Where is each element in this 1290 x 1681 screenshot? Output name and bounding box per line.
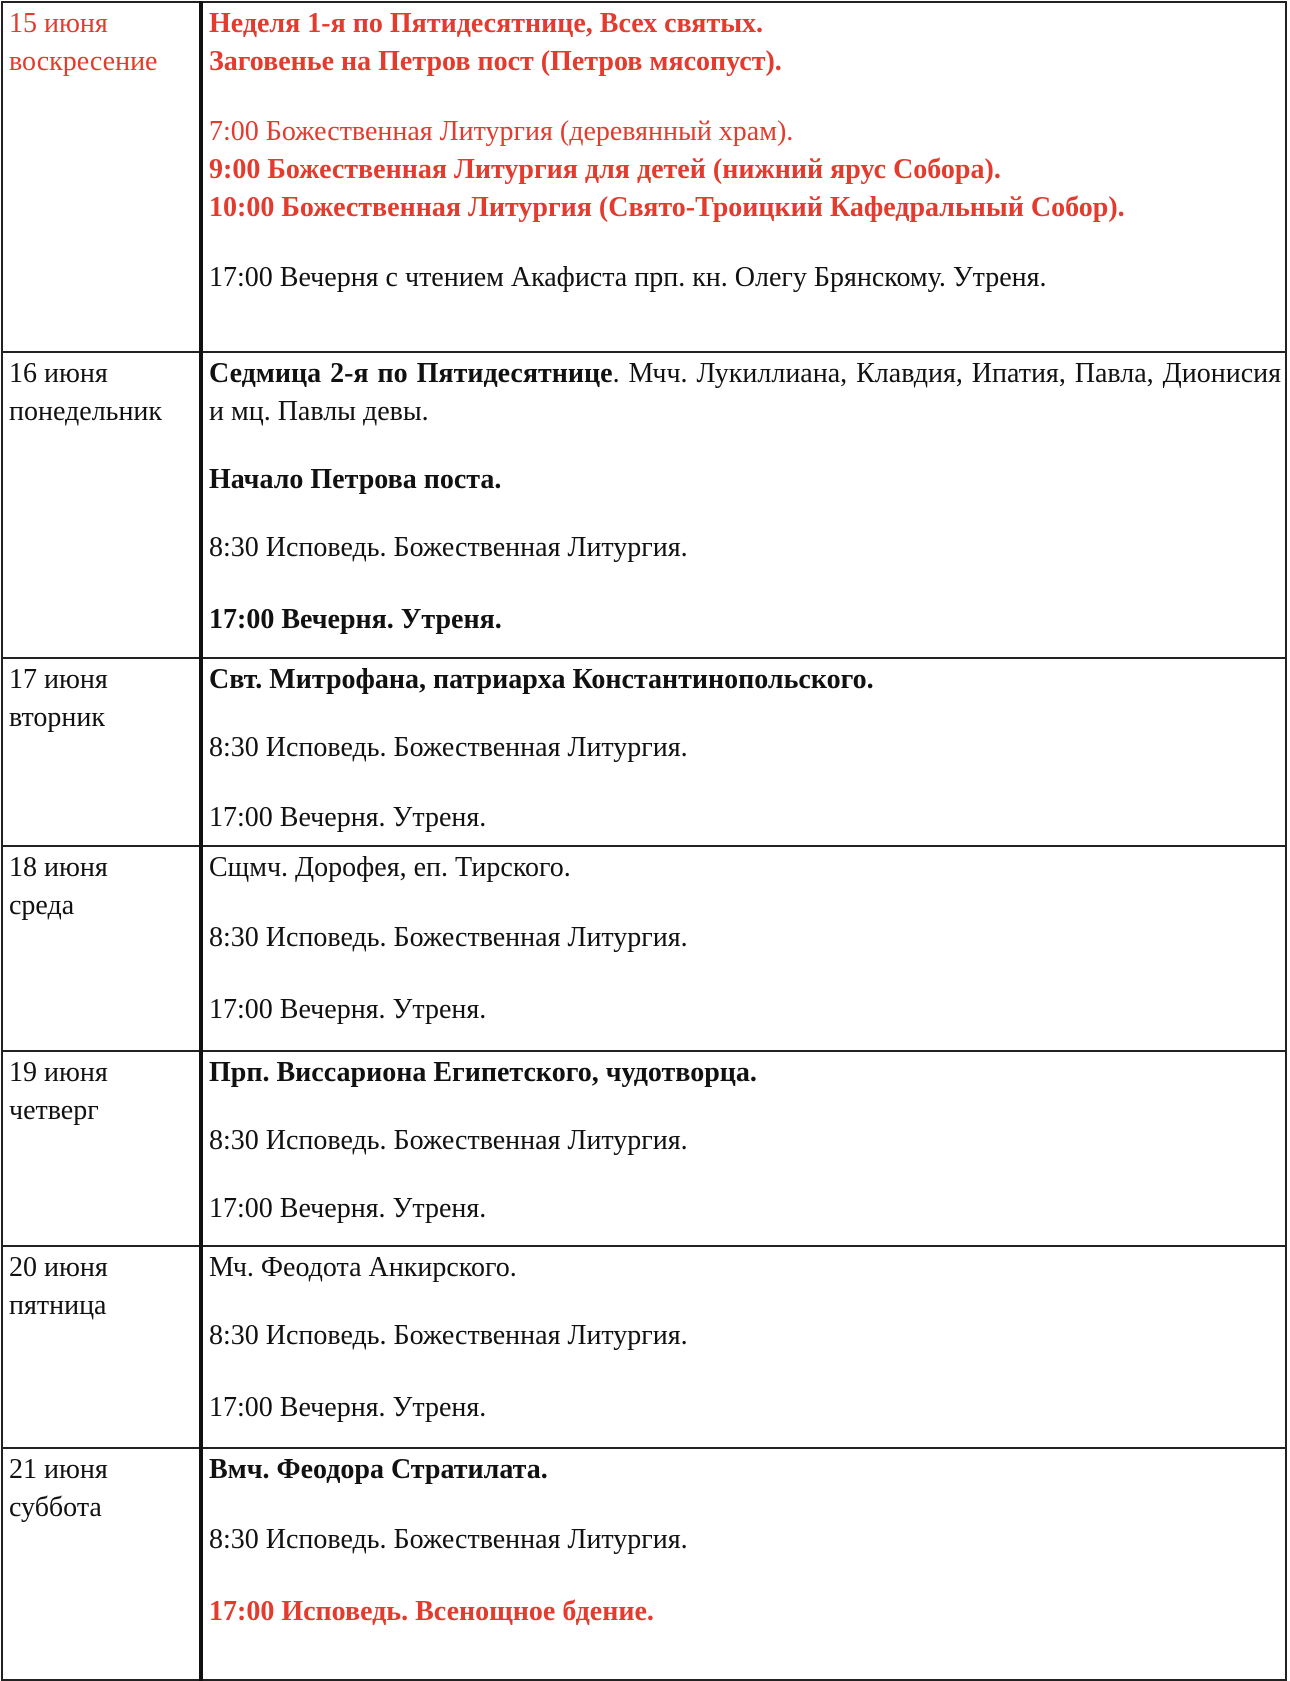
service-entry: 8:30 Исповедь. Божественная Литургия. xyxy=(209,732,688,763)
service-entry: 17:00 Вечерня. Утреня. xyxy=(209,994,487,1025)
date-label: 19 июня xyxy=(9,1057,108,1088)
service-entry: 17:00 Вечерня. Утреня. xyxy=(209,1193,487,1224)
info-cell xyxy=(201,846,1286,1051)
service-entry: 8:30 Исповедь. Божественная Литургия. xyxy=(209,922,688,953)
day-title-rest: . Мчч. Лукиллиана, Клавдия, Ипатия, Павла, Дионисия и мц. Павлы девы. xyxy=(209,358,1282,427)
date-cell xyxy=(2,1448,201,1680)
day-title: Свт. Митрофана, патриарха Константинопольского. xyxy=(209,664,874,695)
date-label: 17 июня xyxy=(9,664,108,695)
date-cell xyxy=(2,2,201,352)
service-entry: 7:00 Божественная Литургия (деревянный храм). xyxy=(209,116,794,147)
schedule-table xyxy=(1,1,1287,1681)
service-entry: 17:00 Исповедь. Всенощное бдение. xyxy=(209,1596,654,1627)
table-row xyxy=(2,352,1286,658)
table-row xyxy=(2,2,1286,352)
weekday-label: пятница xyxy=(9,1290,107,1321)
service-entry: 8:30 Исповедь. Божественная Литургия. xyxy=(209,1320,688,1351)
date-cell xyxy=(2,352,201,658)
table-row xyxy=(2,1448,1286,1680)
weekday-label: среда xyxy=(9,890,75,921)
day-title xyxy=(209,355,1281,431)
date-cell xyxy=(2,658,201,846)
service-entry: 17:00 Вечерня. Утреня. xyxy=(209,1392,487,1423)
day-title: Мч. Феодота Анкирского. xyxy=(209,1252,517,1283)
weekday-label: суббота xyxy=(9,1492,102,1523)
table-row xyxy=(2,658,1286,846)
table-row xyxy=(2,1246,1286,1448)
date-cell xyxy=(2,1246,201,1448)
weekday-label: вторник xyxy=(9,702,105,733)
service-entry: 10:00 Божественная Литургия (Свято-Троицкий Кафедральный Собор). xyxy=(209,192,1125,223)
day-title: Сщмч. Дорофея, еп. Тирского. xyxy=(209,852,571,883)
day-note: Начало Петрова поста. xyxy=(209,464,502,495)
date-label: 18 июня xyxy=(9,852,108,883)
date-cell xyxy=(2,1051,201,1246)
day-title: Вмч. Феодора Стратилата. xyxy=(209,1454,548,1485)
info-cell xyxy=(201,658,1286,846)
day-title: Неделя 1-я по Пятидесятнице, Всех святых. xyxy=(209,8,764,39)
service-entry: 17:00 Вечерня с чтением Акафиста прп. кн. Олегу Брянскому. Утреня. xyxy=(209,262,1047,293)
date-label: 16 июня xyxy=(9,358,108,389)
info-cell xyxy=(201,352,1286,658)
weekday-label: четверг xyxy=(9,1095,99,1126)
info-cell xyxy=(201,1051,1286,1246)
service-entry: 8:30 Исповедь. Божественная Литургия. xyxy=(209,1125,688,1156)
date-cell xyxy=(2,846,201,1051)
info-cell xyxy=(201,2,1286,352)
service-entry: 17:00 Вечерня. Утреня. xyxy=(209,802,487,833)
service-entry: 17:00 Вечерня. Утреня. xyxy=(209,604,502,635)
info-cell xyxy=(201,1448,1286,1680)
date-label: 15 июня xyxy=(9,8,108,39)
table-row xyxy=(2,1051,1286,1246)
info-cell xyxy=(201,1246,1286,1448)
date-label: 21 июня xyxy=(9,1454,108,1485)
service-entry: 9:00 Божественная Литургия для детей (нижний ярус Собора). xyxy=(209,154,1001,185)
weekday-label: понедельник xyxy=(9,396,163,427)
service-entry: 8:30 Исповедь. Божественная Литургия. xyxy=(209,532,688,563)
weekday-label: воскресение xyxy=(9,46,158,77)
day-subtitle: Заговенье на Петров пост (Петров мясопуст). xyxy=(209,46,782,77)
service-entry: 8:30 Исповедь. Божественная Литургия. xyxy=(209,1524,688,1555)
day-title-bold: Седмица 2-я по Пятидесятнице xyxy=(209,358,613,389)
day-title: Прп. Виссариона Египетского, чудотворца. xyxy=(209,1057,757,1088)
table-row xyxy=(2,846,1286,1051)
date-label: 20 июня xyxy=(9,1252,108,1283)
